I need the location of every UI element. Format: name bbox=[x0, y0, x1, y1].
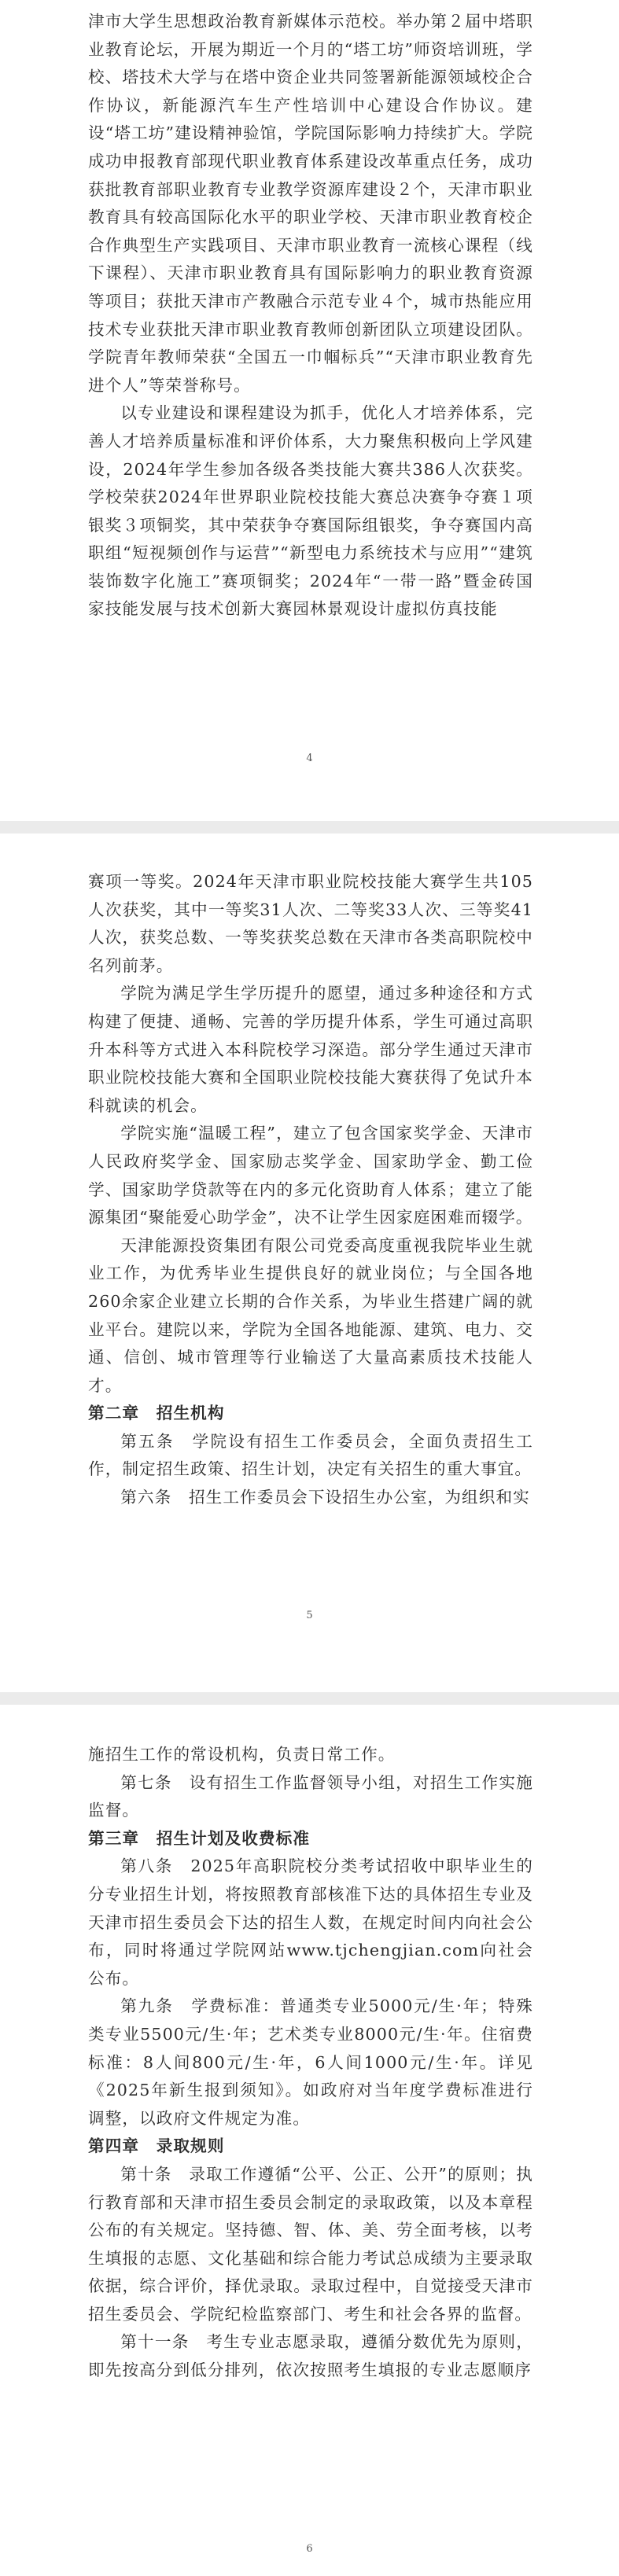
chapter-heading: 第二章 招生机构 bbox=[88, 1404, 225, 1423]
paragraph: 以专业建设和课程建设为抓手，优化人才培养体系，完善人才培养质量标准和评价体系，大力聚焦积极向上学风建设，2024年学生参加各级各类技能大赛共386人次获奖。学校荣获2024年世界职业院校技能大赛总决赛争夺赛１项银奖３项铜奖，其中荣获争夺赛国际组银奖，争夺赛国内高职组“短视频创作与运营”“新型电力系统技术与应用”“建筑装饰数字化施工”赛项铜奖；2024年“一带一路”暨金砖国家技能发展与技术创新大赛园林景观设计虚拟仿真技能 bbox=[88, 403, 533, 619]
page-body bbox=[88, 868, 533, 1512]
chapter-heading: 第四章 录取规则 bbox=[88, 2136, 225, 2156]
paragraph: 学院实施“温暖工程”，建立了包含国家奖学金、天津市人民政府奖学金、国家励志奖学金、国家助学金、勤工俭学、国家助学贷款等在内的多元化资助育人体系；建立了能源集团“聚能爱心助学金”，决不让学生因家庭困难而辍学。 bbox=[88, 1124, 533, 1227]
article-paragraph: 第六条 招生工作委员会下设招生办公室，为组织和实 bbox=[120, 1488, 530, 1507]
chapter-heading: 第三章 招生计划及收费标准 bbox=[88, 1828, 311, 1848]
document-page-6 bbox=[0, 1705, 619, 2576]
paragraph: 学院为满足学生学历提升的愿望，通过多种途径和方式构建了便捷、通畅、完善的学历提升体系，学生可通过高职升本科等方式进入本科院校学习深造。部分学生通过天津市职业院校技能大赛和全国职业院校技能大赛获得了免试升本科就读的机会。 bbox=[88, 984, 533, 1115]
page-number: 5 bbox=[306, 1610, 313, 1621]
article-paragraph: 第八条 2025年高职院校分类考试招收中职毕业生的分专业招生计划，将按照教育部核准下达的具体招生专业及天津市招生委员会下达的招生人数，在规定时间内向社会公布，同时将通过学院网站www.tjchengjian.com向社会公布。 bbox=[88, 1857, 533, 1988]
article-paragraph: 第五条 学院设有招生工作委员会，全面负责招生工作，制定招生政策、招生计划，决定有关招生的重大事宜。 bbox=[88, 1431, 533, 1479]
page-body bbox=[88, 1741, 533, 2385]
article-paragraph: 第十一条 考生专业志愿录取，遵循分数优先为原则，即先按高分到低分排列，依次按照考生填报的专业志愿顺序 bbox=[88, 2332, 533, 2380]
paragraph: 津市大学生思想政治教育新媒体示范校。举办第２届中塔职业教育论坛，开展为期近一个月的“塔工坊”师资培训班，学校、塔技术大学与在塔中资企业共同签署新能源领域校企合作协议，新能源汽车生产性培训中心建设合作协议。建设“塔工坊”建设精神验馆，学院国际影响力持续扩大。学院成功申报教育部现代职业教育体系建设改革重点任务，成功获批教育部职业教育专业教学资源库建设２个，天津市职业教育具有较高国际化水平的职业学校、天津市职业教育校企合作典型生产实践项目、天津市职业教育一流核心课程（线下课程）、天津市职业教育具有国际影响力的职业教育资源等项目；获批天津市产教融合示范专业４个，城市热能应用技术专业获批天津市职业教育教师创新团队立项建设团队。学院青年教师荣获“全国五一巾帼标兵”“天津市职业教育先进个人”等荣誉称号。 bbox=[88, 12, 533, 395]
paragraph: 天津能源投资集团有限公司党委高度重视我院毕业生就业工作，为优秀毕业生提供良好的就业岗位；与全国各地260余家企业建立长期的合作关系，为毕业生搭建广阔的就业平台。建院以来，学院为全国各地能源、建筑、电力、交通、信创、城市管理等行业输送了大量高素质技术技能人才。 bbox=[88, 1235, 533, 1395]
document-page-5 bbox=[0, 834, 619, 1692]
document-page-4 bbox=[0, 0, 619, 821]
paragraph: 赛项一等奖。2024年天津市职业院校技能大赛学生共105人次获奖，其中一等奖31人次、二等奖33人次、三等奖41人次，获奖总数、一等奖获奖总数在天津市各类高职院校中名列前茅。 bbox=[88, 872, 533, 975]
page-number: 4 bbox=[306, 753, 313, 764]
article-paragraph: 第七条 设有招生工作监督领导小组，对招生工作实施监督。 bbox=[88, 1772, 533, 1820]
page-number: 6 bbox=[306, 2543, 313, 2555]
article-paragraph: 第十条 录取工作遵循“公平、公正、公开”的原则；执行教育部和天津市招生委员会制定的录取政策，以及本章程公布的有关规定。坚持德、智、体、美、劳全面考核，以考生填报的志愿、文化基础和综合能力考试总成绩为主要录取依据，综合评价，择优录取。录取过程中，自觉接受天津市招生委员会、学院纪检监察部门、考生和社会各界的监督。 bbox=[88, 2164, 533, 2324]
article-paragraph: 第九条 学费标准：普通类专业5000元/生·年；特殊类专业5500元/生·年；艺术类专业8000元/生·年。住宿费标准：8人间800元/生·年，6人间1000元/生·年。详见《2025年新生报到须知》。如政府对当年度学费标准进行调整，以政府文件规定为准。 bbox=[88, 1996, 533, 2128]
page-body bbox=[88, 8, 533, 624]
paragraph: 施招生工作的常设机构，负责日常工作。 bbox=[88, 1745, 396, 1764]
